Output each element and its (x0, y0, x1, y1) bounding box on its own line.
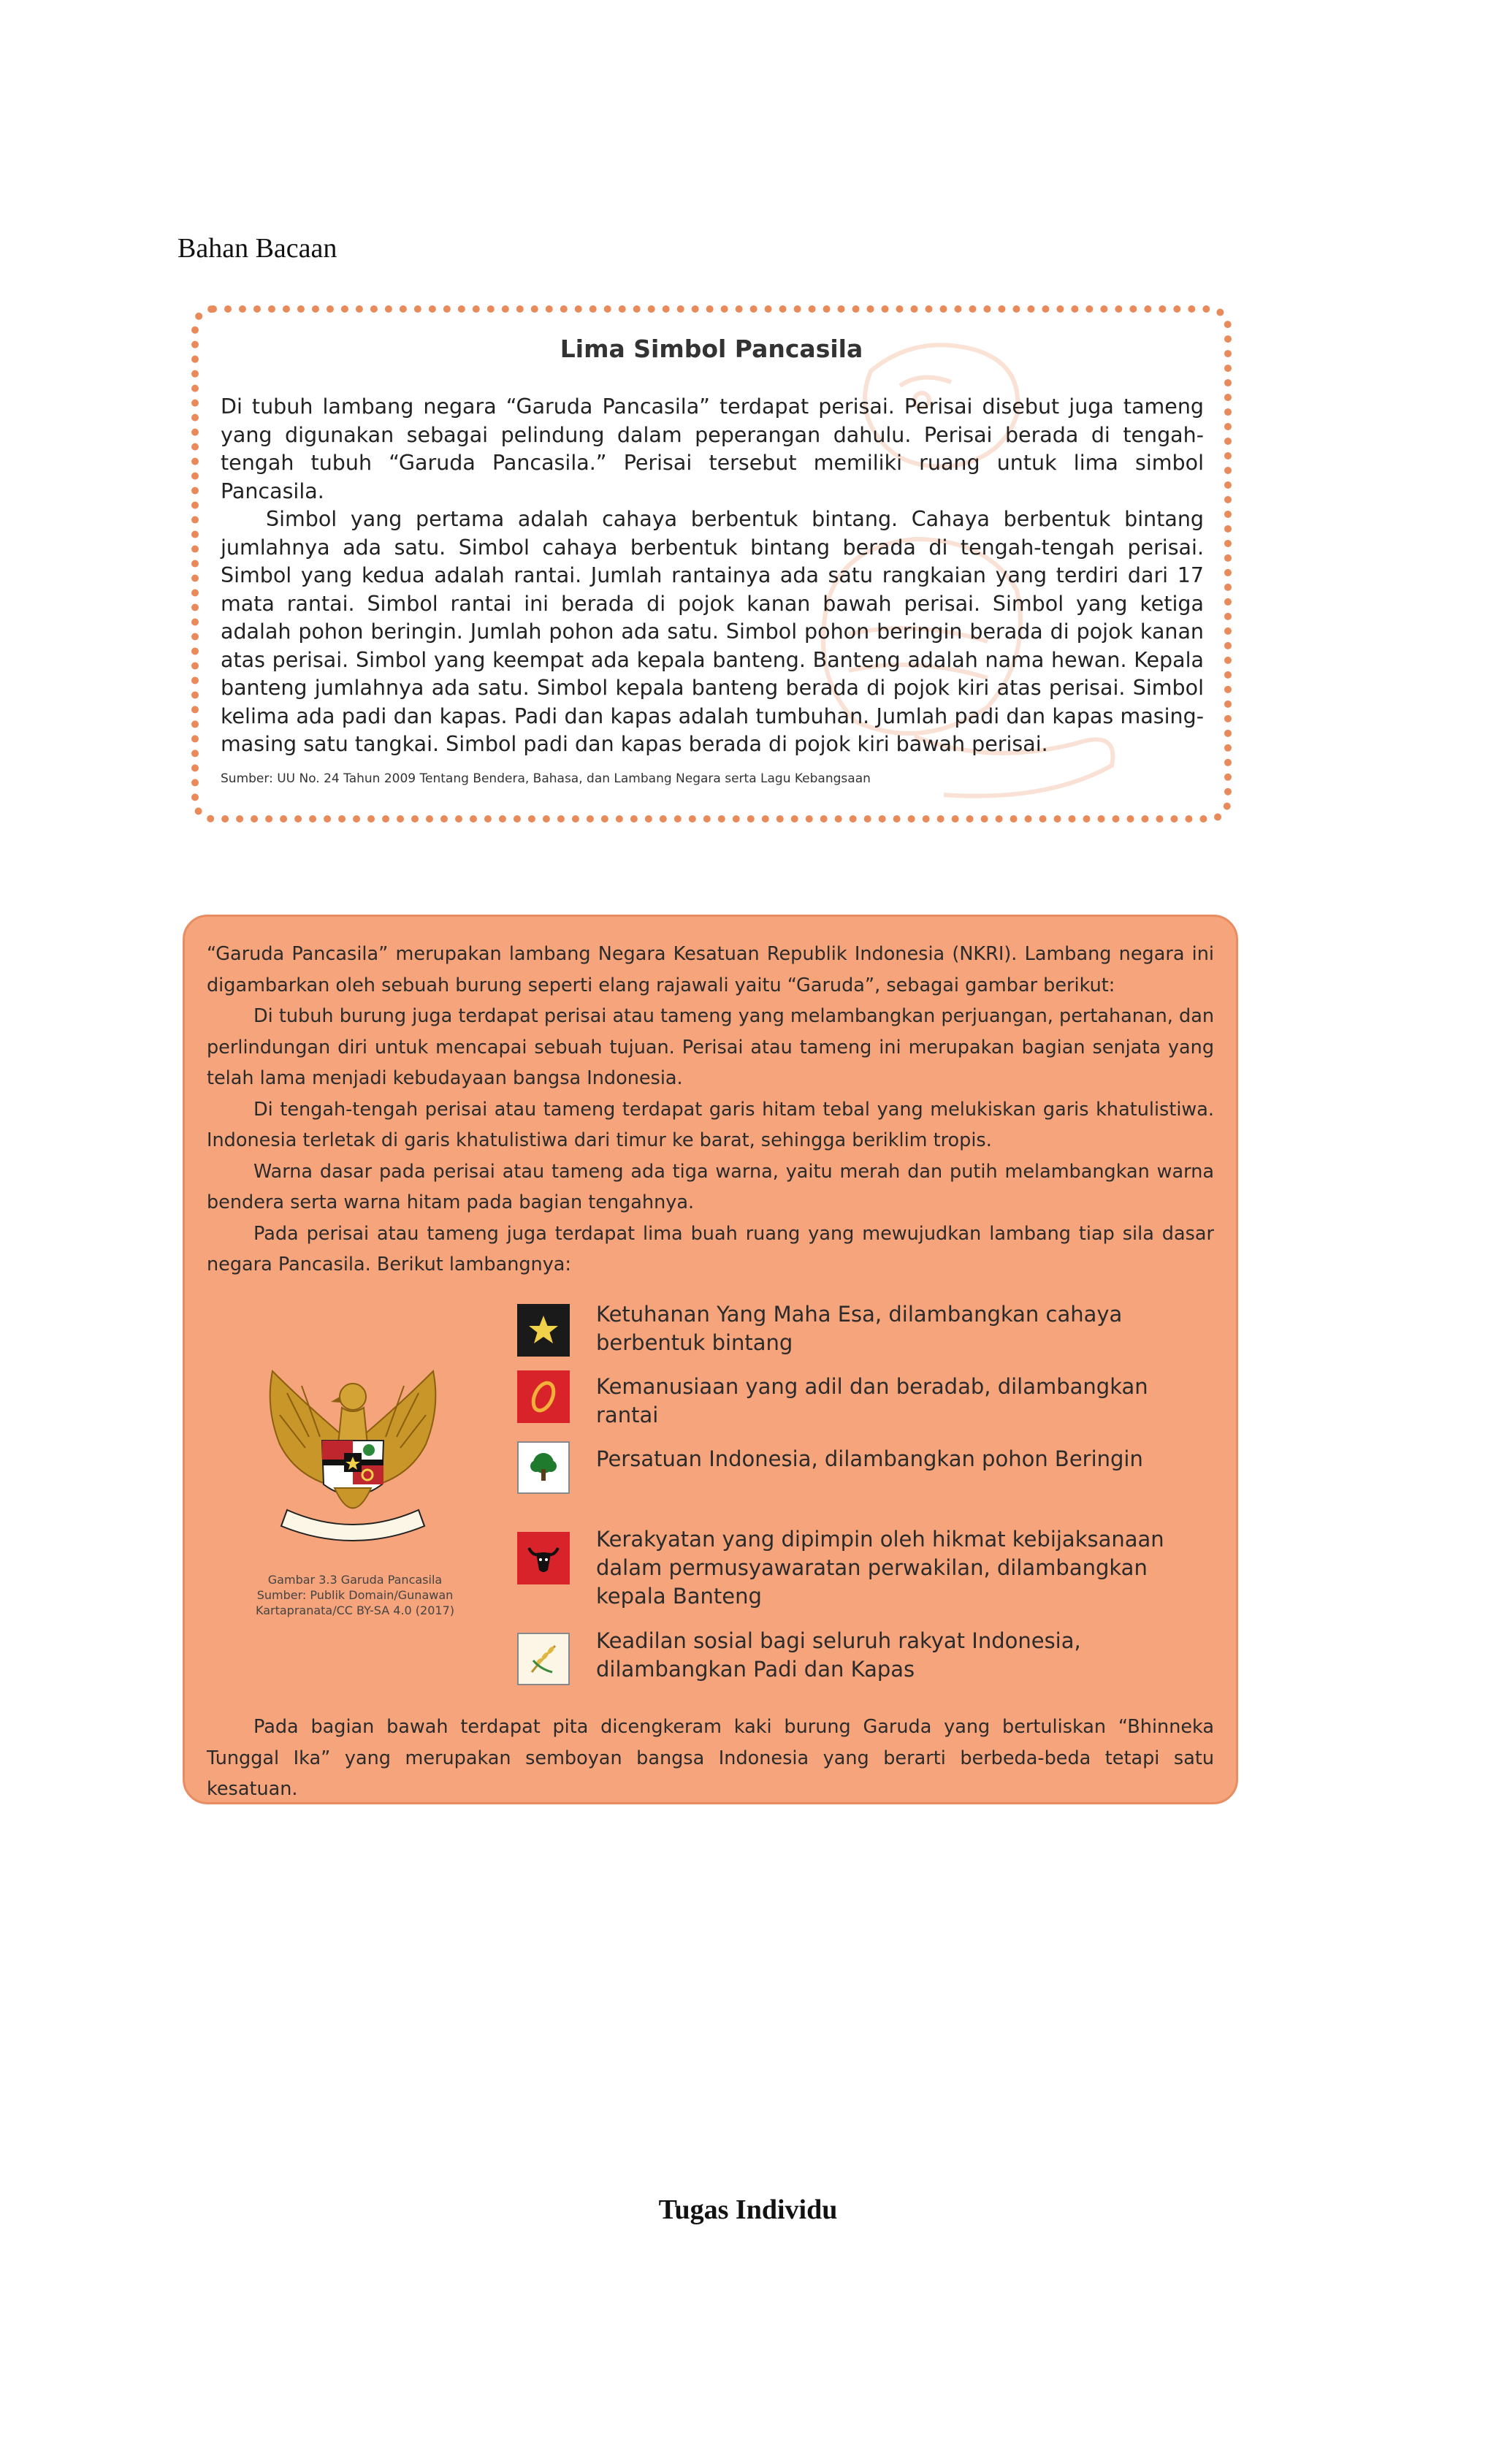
sila-1-text: Ketuhanan Yang Maha Esa, dilambangkan cahaya berbentuk bintang (596, 1302, 1123, 1355)
caption-license: Kartapranata/CC BY-SA 4.0 (2017) (255, 1603, 455, 1617)
box-body-text (221, 393, 1204, 759)
caption-title: Gambar 3.3 Garuda Pancasila (267, 1573, 443, 1587)
source-citation: Sumber: UU No. 24 Tahun 2009 Tentang Bendera, Bahasa, dan Lambang Negara serta Lagu Kebangsaan (221, 771, 871, 786)
banyan-tree-icon (517, 1441, 570, 1494)
paragraph: Di tubuh burung juga terdapat perisai atau tameng yang melambangkan perjuangan, pertahanan, dan perlindungan diri untuk mencapai sebuah tujuan. Perisai atau tameng ini merupakan bagian senjata yang telah lama menjadi kebudayaan bangsa Indonesia. (207, 1005, 1214, 1089)
paragraph: Warna dasar pada perisai atau tameng ada tiga warna, yaitu merah dan putih melambangkan warna bendera serta warna hitam pada bagian tengahnya. (207, 1160, 1214, 1213)
paragraph-1: Di tubuh lambang negara “Garuda Pancasila” terdapat perisai. Perisai disebut juga tameng yang digunakan sebagai pelindung dalam peperangan dahulu. Perisai berada di tengah-tengah tubuh “Garuda Pancasila.” Perisai tersebut memiliki ruang untuk lima simbol Pancasila. (221, 394, 1204, 503)
rice-cotton-icon (517, 1633, 570, 1685)
sila-4-text: Kerakyatan yang dipimpin oleh hikmat kebijaksanaan dalam permusyawaratan perwakilan, dilambangkan kepala Banteng (596, 1527, 1164, 1609)
figure-caption (249, 1572, 461, 1618)
footer-paragraph: Pada bagian bawah terdapat pita dicengkeram kaki burung Garuda yang bertuliskan “Bhinneka Tunggal Ika” yang merupakan semboyan bangsa Indonesia yang berarti berbeda-beda tetapi satu kesatuan. (207, 1716, 1214, 1800)
garuda-info-box (183, 915, 1238, 1804)
chain-icon (517, 1370, 570, 1423)
box-title: Lima Simbol Pancasila (560, 335, 863, 363)
paragraph: Di tengah-tengah perisai atau tameng terdapat garis hitam tebal yang melukiskan garis khatulistiwa. Indonesia terletak di garis khatulistiwa dari timur ke barat, sehingga beriklim tropis. (207, 1098, 1214, 1151)
paragraph: “Garuda Pancasila” merupakan lambang Negara Kesatuan Republik Indonesia (NKRI). Lambang negara ini digambarkan oleh sebuah burung seperti elang rajawali yaitu “Garuda”, sebagai gambar berikut: (207, 943, 1214, 996)
star-icon (517, 1304, 570, 1357)
heading-tugas-individu: Tugas Individu (658, 2194, 838, 2225)
sila-3-text: Persatuan Indonesia, dilambangkan pohon Beringin (596, 1446, 1143, 1471)
paragraph-2: Simbol yang pertama adalah cahaya berbentuk bintang. Cahaya berbentuk bintang jumlahnya ada satu. Simbol cahaya berbentuk bintang berada di tengah-tengah perisai. Simbol yang kedua adalah rantai. Jumlah rantainya ada satu rangkaian yang terdiri dari 17 mata rantai. Simbol rantai ini berada di pojok kanan bawah perisai. Simbol yang ketiga adalah pohon beringin. Jumlah pohon ada satu. Simbol pohon beringin berada di pojok kanan atas perisai. Simbol yang keempat ada kepala banteng. Banteng adalah nama hewan. Kepala banteng jumlahnya ada satu. Simbol kepala banteng berada di pojok kiri atas perisai. Simbol kelima ada padi dan kapas. Padi dan kapas adalah tumbuhan. Jumlah padi dan kapas masing-masing satu tangkai. Simbol padi dan kapas berada di pojok kiri bawah perisai. (221, 507, 1204, 756)
sila-5-text: Keadilan sosial bagi seluruh rakyat Indonesia, dilambangkan Padi dan Kapas (596, 1628, 1081, 1682)
page-heading-bahan-bacaan: Bahan Bacaan (178, 233, 337, 264)
reading-box-lima-simbol (191, 305, 1232, 823)
info-paragraphs (207, 939, 1214, 1281)
garuda-pancasila-emblem (258, 1364, 448, 1554)
sila-2-text: Kemanusiaan yang adil dan beradab, dilambangkan rantai (596, 1374, 1148, 1427)
bull-head-icon (517, 1532, 570, 1584)
caption-source: Sumber: Publik Domain/Gunawan (256, 1588, 454, 1602)
paragraph: Pada perisai atau tameng juga terdapat lima buah ruang yang mewujudkan lambang tiap sila dasar negara Pancasila. Berikut lambangnya: (207, 1222, 1214, 1275)
